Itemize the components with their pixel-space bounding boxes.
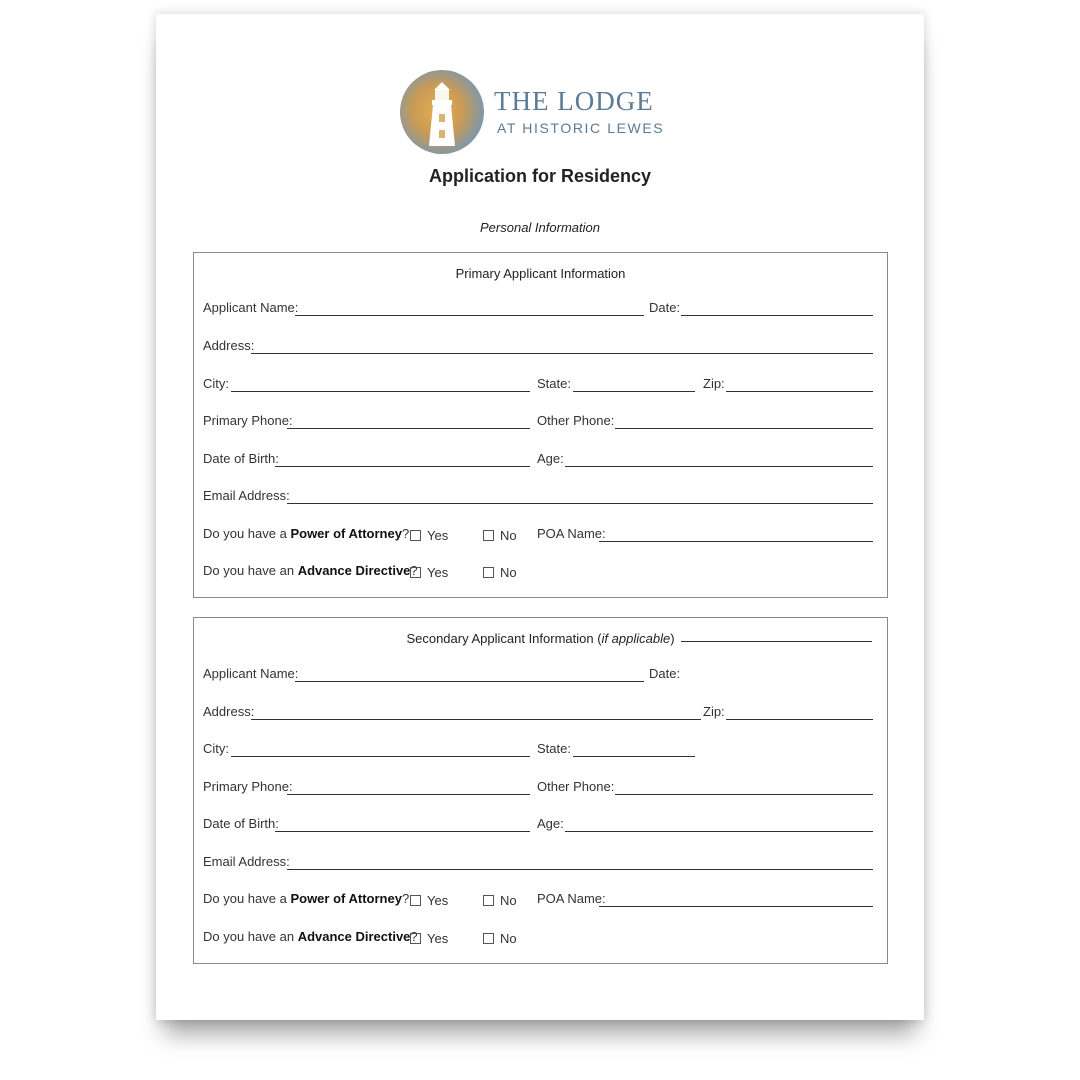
document-title: Application for Residency — [428, 166, 652, 186]
form-page — [156, 14, 924, 1020]
address-field[interactable] — [251, 353, 873, 354]
city-row — [203, 740, 873, 760]
zip-field[interactable] — [726, 719, 873, 720]
advance-directive-question: Do you have an Advance Directive? — [203, 929, 418, 944]
email-row — [203, 487, 873, 507]
primary-phone-label: Primary Phone: — [203, 779, 293, 794]
email-row — [203, 853, 873, 873]
document-subtitle: Personal Information — [480, 220, 600, 235]
advance-directive-row — [203, 928, 873, 948]
date-label: Date: — [649, 300, 681, 315]
heading-field[interactable] — [681, 641, 872, 642]
applicant-name-row — [203, 299, 873, 319]
email-label: Email Address: — [203, 488, 290, 503]
poa-name-field[interactable] — [599, 906, 873, 907]
primary-phone-field[interactable] — [287, 428, 530, 429]
poa-question: Do you have a Power of Attorney? — [203, 891, 410, 906]
address-label: Address: — [203, 338, 255, 353]
address-row — [203, 337, 873, 357]
age-label: Age: — [537, 451, 564, 466]
section-heading: Primary Applicant Information — [455, 266, 626, 281]
other-phone-field[interactable] — [615, 428, 873, 429]
dob-field[interactable] — [275, 466, 530, 467]
phone-row — [203, 412, 873, 432]
primary-applicant-section — [193, 252, 888, 598]
age-field[interactable] — [565, 831, 873, 832]
address-row — [203, 703, 873, 723]
ad-yes-checkbox[interactable]: Yes — [410, 564, 448, 582]
dob-row — [203, 815, 873, 835]
dob-label: Date of Birth: — [203, 451, 279, 466]
other-phone-field[interactable] — [615, 794, 873, 795]
logo-name: THE LODGE — [494, 86, 654, 116]
other-phone-label: Other Phone: — [537, 413, 615, 428]
poa-name-label: POA Name: — [537, 891, 606, 906]
advance-directive-row — [203, 562, 873, 582]
city-row — [203, 375, 873, 395]
city-field[interactable] — [231, 756, 530, 757]
poa-question: Do you have a Power of Attorney? — [203, 526, 410, 541]
state-label: State: — [537, 376, 571, 391]
lighthouse-icon — [400, 70, 484, 154]
logo-subtitle: AT HISTORIC LEWES — [497, 120, 665, 136]
email-label: Email Address: — [203, 854, 290, 869]
address-label: Address: — [203, 704, 255, 719]
email-field[interactable] — [287, 869, 873, 870]
poa-name-field[interactable] — [599, 541, 873, 542]
other-phone-label: Other Phone: — [537, 779, 615, 794]
state-label: State: — [537, 741, 571, 756]
ad-no-checkbox[interactable]: No — [483, 930, 517, 948]
date-field[interactable] — [681, 315, 873, 316]
primary-phone-field[interactable] — [287, 794, 530, 795]
primary-phone-label: Primary Phone: — [203, 413, 293, 428]
state-field[interactable] — [573, 391, 695, 392]
poa-no-checkbox[interactable]: No — [483, 892, 517, 910]
city-label: City: — [203, 741, 229, 756]
advance-directive-question: Do you have an Advance Directive? — [203, 563, 418, 578]
lodge-logo — [400, 70, 690, 160]
age-field[interactable] — [565, 466, 873, 467]
applicant-name-label: Applicant Name: — [203, 666, 299, 681]
applicant-name-label: Applicant Name: — [203, 300, 299, 315]
state-field[interactable] — [573, 756, 695, 757]
poa-row — [203, 890, 873, 910]
dob-label: Date of Birth: — [203, 816, 279, 831]
city-label: City: — [203, 376, 229, 391]
zip-field[interactable] — [726, 391, 873, 392]
poa-yes-checkbox[interactable]: Yes — [410, 892, 448, 910]
email-field[interactable] — [287, 503, 873, 504]
city-field[interactable] — [231, 391, 530, 392]
ad-no-checkbox[interactable]: No — [483, 564, 517, 582]
poa-row — [203, 525, 873, 545]
phone-row — [203, 778, 873, 798]
secondary-applicant-section — [193, 617, 888, 964]
poa-no-checkbox[interactable]: No — [483, 527, 517, 545]
dob-field[interactable] — [275, 831, 530, 832]
dob-row — [203, 450, 873, 470]
poa-yes-checkbox[interactable]: Yes — [410, 527, 448, 545]
date-label: Date: — [649, 666, 681, 681]
address-field[interactable] — [251, 719, 701, 720]
ad-yes-checkbox[interactable]: Yes — [410, 930, 448, 948]
applicant-name-row — [203, 665, 873, 685]
poa-name-label: POA Name: — [537, 526, 606, 541]
applicant-name-field[interactable] — [295, 315, 644, 316]
zip-label: Zip: — [703, 376, 725, 391]
zip-label: Zip: — [703, 704, 725, 719]
age-label: Age: — [537, 816, 564, 831]
applicant-name-field[interactable] — [295, 681, 644, 682]
section-heading: Secondary Applicant Information (if applicable) — [406, 631, 675, 646]
